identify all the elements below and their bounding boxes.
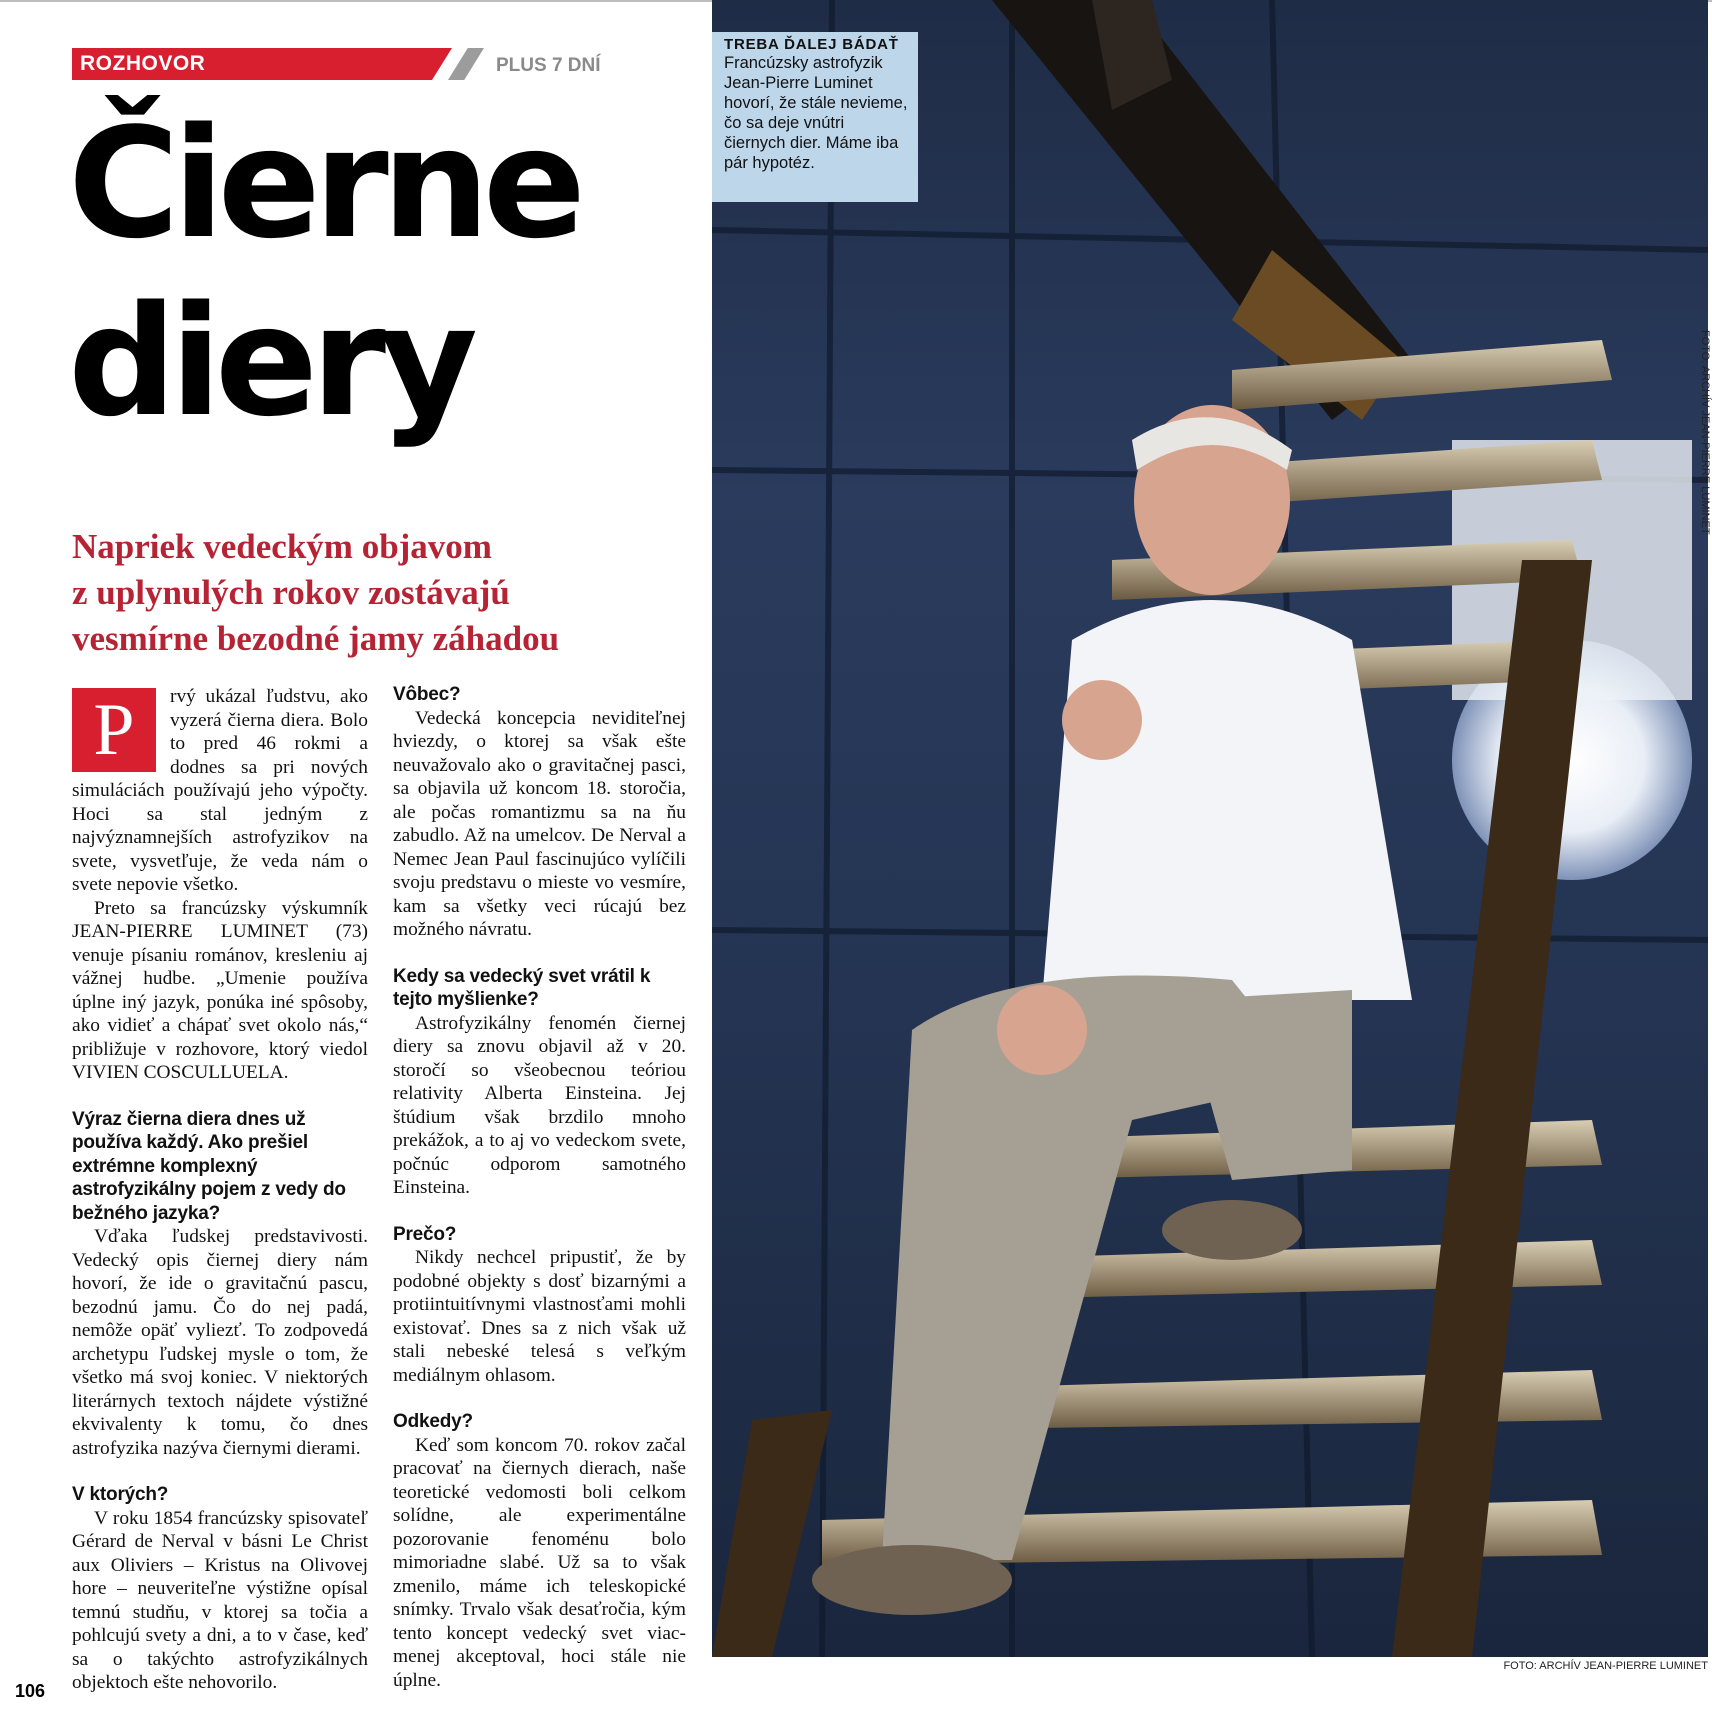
subtitle-line-2: z uplynulých rokov zostávajú (72, 573, 510, 612)
section-name: ROZHOVOR (80, 52, 206, 75)
drop-cap: P (72, 688, 156, 772)
photo-credit: FOTO: ARCHÍV JEAN-PIERRE LUMINET (1503, 1660, 1708, 1672)
headline (68, 95, 688, 451)
interview-question: Kedy sa vedecký svet vrátil k tejto myšlienke? (393, 965, 651, 1010)
interview-answer: Vedecká koncepcia neviditeľnej hviezdy, o ktorej sa však ešte neuvažovalo ako o gravitačnej pasci, sa objavila už koncom 18. storočia, ale počas romantizmu sa na ňu zabudlo. Až na umelcov. De Nerval a Nemec Jean Paul fascinujúco vylíčili svoju predstavu o mieste vo vesmíre, kam sa všetky veci rúcajú bez možného návratu. (393, 707, 686, 940)
article-intro: rvý ukázal ľudstvu, ako vyzerá čierna diera. Bolo to pred 46 rokmi a dodnes sa pri nových simuláciách používajú jeho výpočty. Hoci sa stal jedným z najvýznamnejších astrofyzikov na svete, vysvetľuje, že veda nám o svete nepovie všetko. (72, 686, 368, 895)
interview-question: Výraz čierna diera dnes už používa každý. Ako prešiel extrémne komplexný astrofyzikálny pojem z vedy do bežného jazyka? (72, 1108, 346, 1224)
page-number: 106 (15, 1681, 46, 1701)
photo-illustration (712, 0, 1708, 1657)
interview-question: V ktorých? (72, 1484, 169, 1505)
section-label (72, 48, 482, 80)
article-column-2 (393, 683, 686, 1692)
interview-answer: Keď som koncom 70. rokov začal pracovať na čiernych dierach, naše teoretické vedomosti boli celkom solídne, ale experimentálne pozorovanie fenoménu bolo mimoriadne slabé. Už sa to však zmenilo, máme ich teleskopické snímky. Trvalo však desaťročia, kým tento koncept vedecký svet viac-menej akceptoval, hoci stále nie úplne. (393, 1434, 686, 1691)
headline-line-2: diery (68, 273, 472, 450)
section-slash (448, 48, 484, 80)
interview-question: Odkedy? (393, 1411, 473, 1432)
supplement-name: PLUS 7 DNÍ (496, 55, 601, 76)
interview-answer: Vďaka ľudskej predstavivosti. Vedecký opis čiernej diery nám hovorí, že ide o gravitačnú pascu, bezodnú jamu. Čo do nej padá, nemôže opäť vyliezť. To zodpovedá archetypu ľudskej mysle o tom, že všetko má svoj koniec. V niektorých literárnych textoch nájdete výstižné ekvivalenty k tomu, čo dnes astrofyzika nazýva čiernymi dierami. (72, 1226, 368, 1459)
article-paragraph: Preto sa francúzsky výskumník JEAN-PIERRE LUMINET (73) venuje písaniu románov, kresleniu aj vážnej hudbe. „Umenie používa úplne iný jazyk, ponúka iné spôsoby, ako vidieť a chápať svet okolo nás,“ približuje v rozhovore, ktorý viedol VIVIEN COSCULLUELA. (72, 897, 368, 1083)
subtitle-line-3: vesmírne bezodné jamy záhadou (72, 619, 560, 658)
interview-answer: V roku 1854 francúzsky spisovateľ Gérard de Nerval v básni Le Christ aux Oliviers – Kristus na Olivovej hore – neuveriteľne výstižne opísal temnú studňu, v ktorej sa točia a pohlcujú svety a dni, a to v čase, keď sa o takýchto astrofyzikálnych objektoch ešte nehovorilo. (72, 1507, 368, 1693)
subtitle (72, 524, 672, 662)
interview-question: Vôbec? (393, 684, 461, 705)
interview-answer: Astrofyzikálny fenomén čiernej diery sa znovu objavil až v 20. storočí so všeobecnou teóriou relativity Alberta Einsteina. Jej štúdium však brzdilo mnoho prekážok, a to aj vo vedeckom svete, počnúc odporom samotného Einsteina. (393, 1012, 686, 1198)
headline-line-1: Čierne (68, 95, 580, 272)
photo-credit-vertical-text: FOTO: ARCHÍV JEAN-PIERRE LUMINET (1699, 330, 1711, 535)
caption-text: Francúzsky astrofyzik Jean-Pierre Luminet hovorí, že stále nevieme, čo sa deje vnútri čiernych dier. Máme iba pár hypotéz. (724, 54, 908, 172)
interview-question: Prečo? (393, 1223, 457, 1245)
photo-credit-vertical (1697, 330, 1712, 535)
photo-caption (712, 32, 918, 202)
portrait-photo (712, 0, 1708, 1657)
article-column-1 (72, 685, 368, 1695)
caption-heading: TREBA ĎALEJ BÁDAŤ (724, 36, 899, 53)
interview-answer: Nikdy nechcel pripustiť, že by podobné objekty s dosť bizarnými a protiintuitívnymi vlastnosťami mohli existovať. Dnes sa z nich však už stali nebeské telesá s veľkým mediálnym ohlasom. (393, 1247, 686, 1386)
subtitle-line-1: Napriek vedeckým objavom (72, 527, 492, 566)
